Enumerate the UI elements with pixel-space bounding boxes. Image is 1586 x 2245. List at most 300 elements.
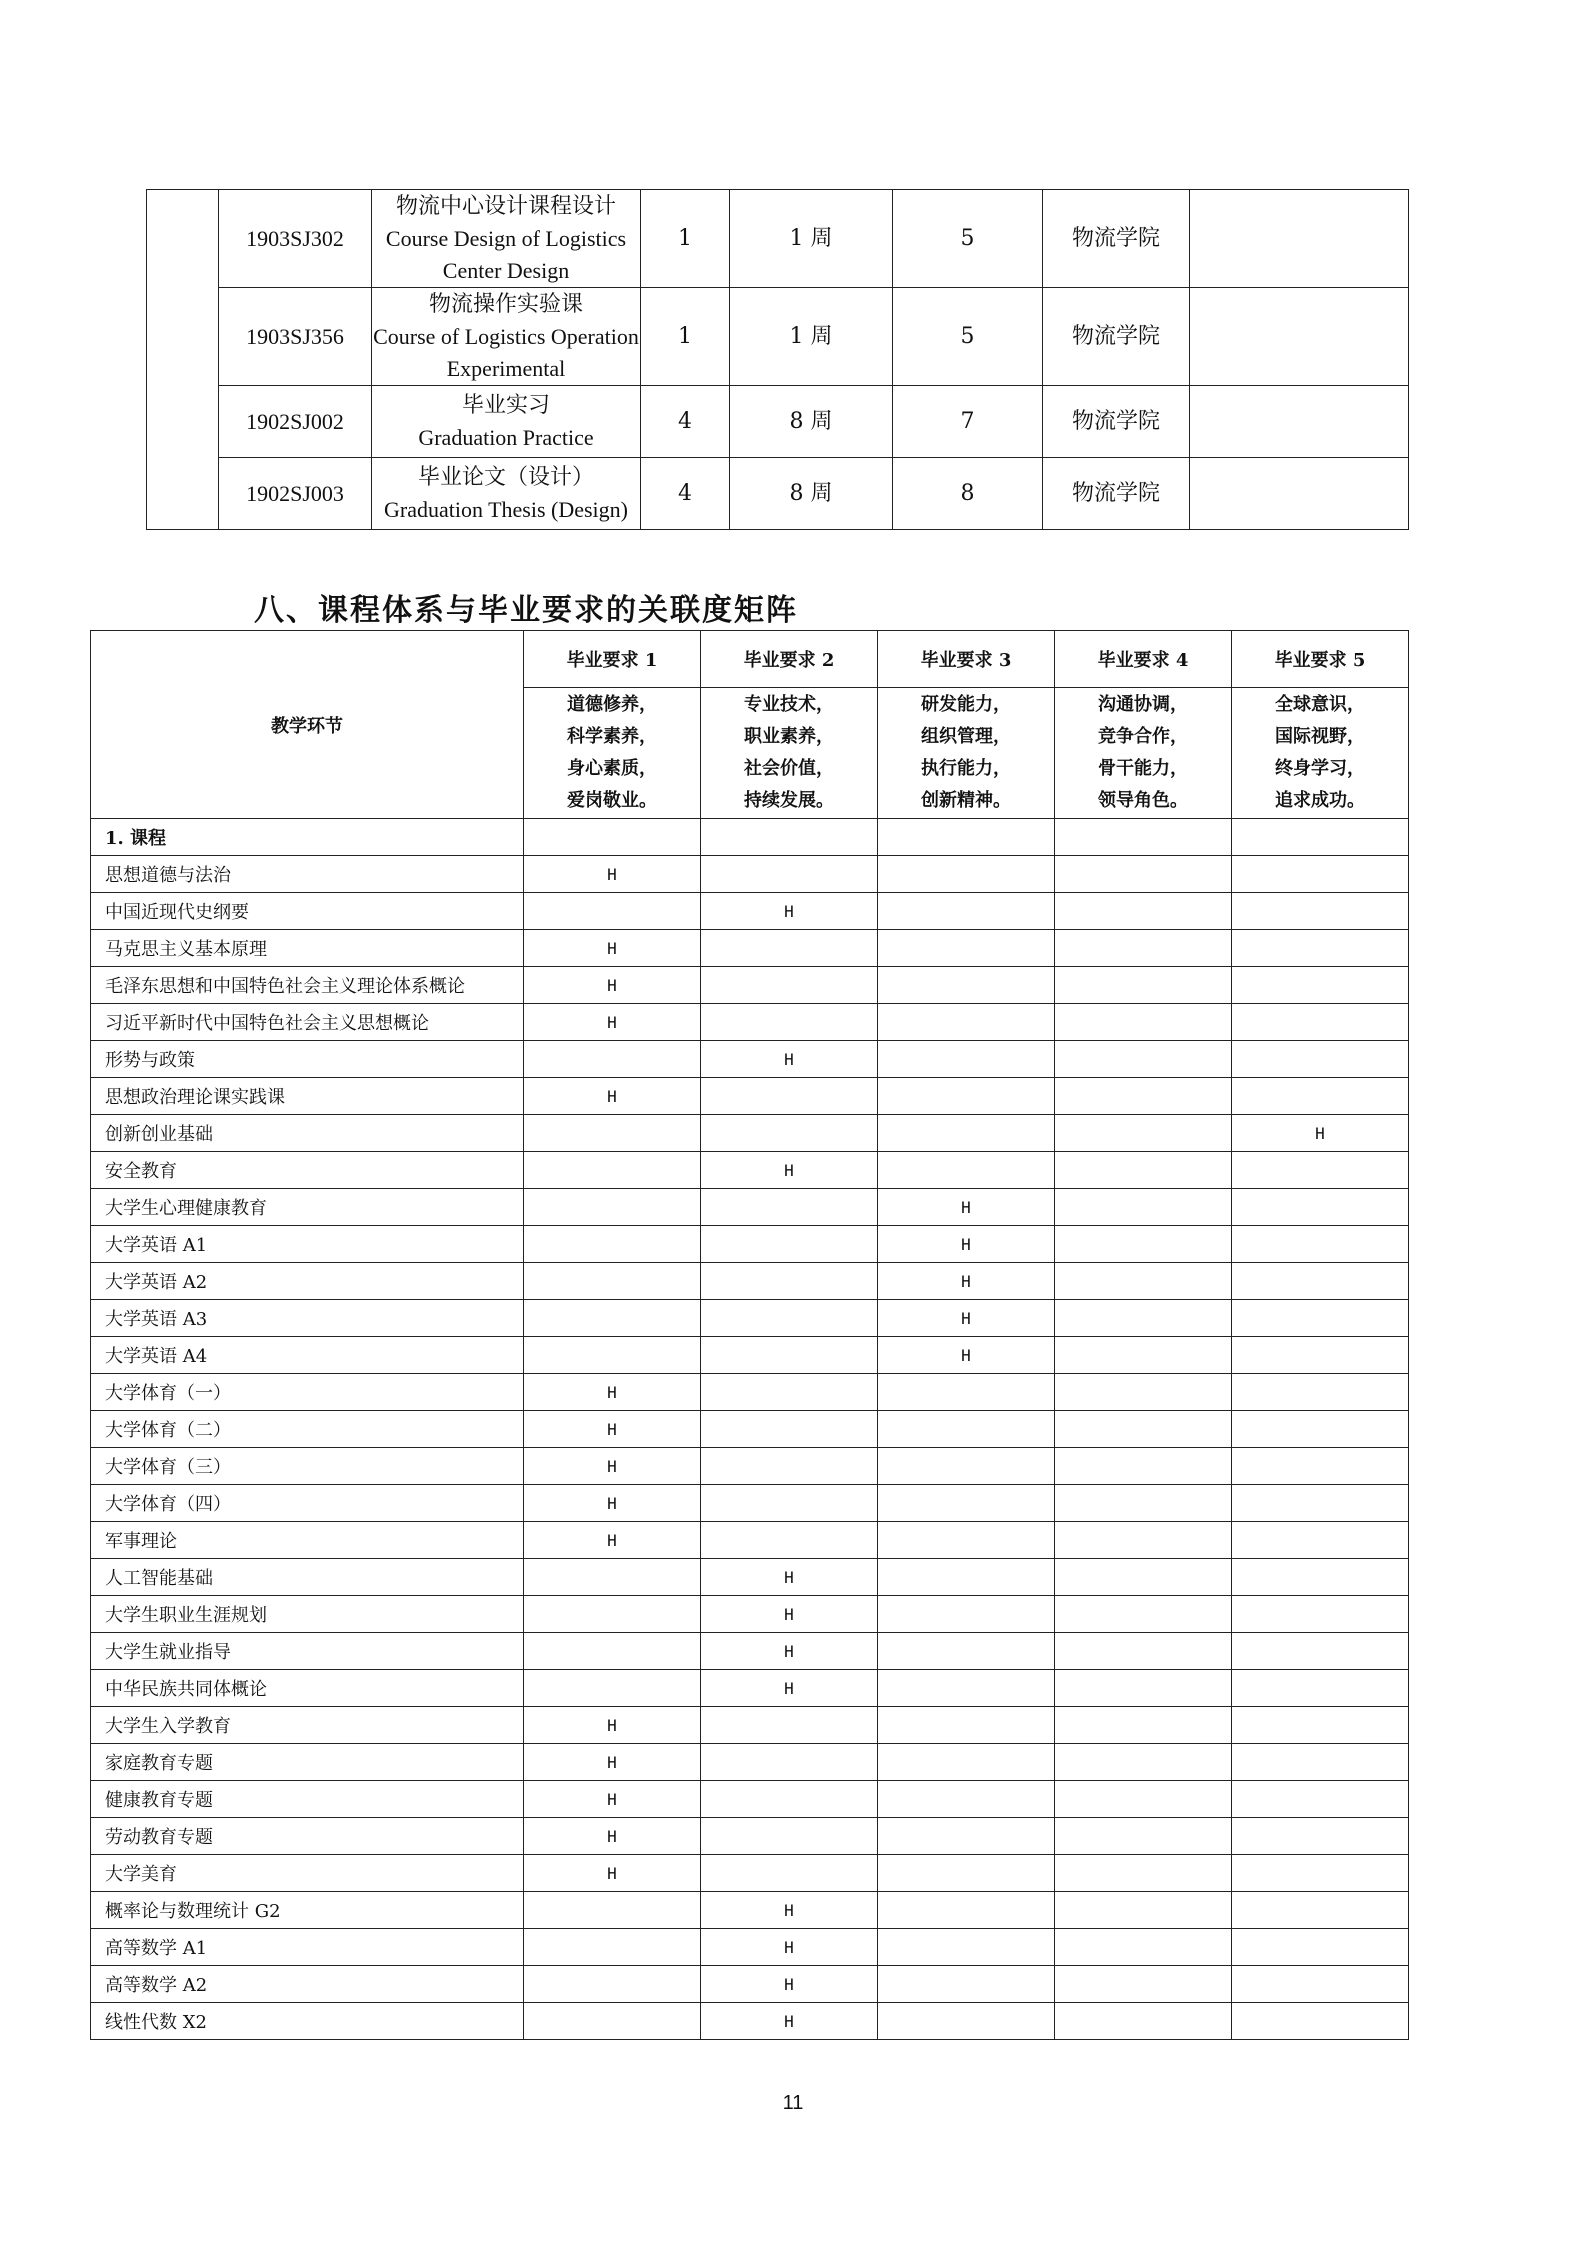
matrix-mark — [1055, 1818, 1232, 1855]
course-name-en: Graduation Thesis (Design) — [384, 496, 628, 522]
matrix-mark — [524, 1596, 701, 1633]
matrix-row — [91, 1855, 1409, 1892]
matrix-course-name: 思想道德与法治 — [91, 856, 524, 893]
matrix-mark — [1232, 1522, 1409, 1559]
matrix-mark — [701, 1078, 878, 1115]
matrix-mark — [878, 1929, 1055, 1966]
matrix-row — [91, 1189, 1409, 1226]
matrix-mark — [701, 1300, 878, 1337]
matrix-mark — [1055, 856, 1232, 893]
matrix-mark — [1055, 1152, 1232, 1189]
matrix-course-name: 形势与政策 — [91, 1041, 524, 1078]
matrix-mark: H — [701, 2003, 878, 2040]
requirement-desc — [878, 688, 1055, 819]
matrix-mark: H — [878, 1226, 1055, 1263]
course-name-en: Graduation Practice — [418, 424, 594, 450]
matrix-course-name: 家庭教育专题 — [91, 1744, 524, 1781]
matrix-course-name: 劳动教育专题 — [91, 1818, 524, 1855]
requirement-desc-line: 研发能力， — [921, 694, 1011, 715]
course-code: 1902SJ003 — [219, 458, 372, 530]
requirement-desc-line: 爱岗敬业。 — [567, 790, 657, 811]
matrix-mark — [524, 1115, 701, 1152]
matrix-mark: H — [524, 856, 701, 893]
matrix-mark — [1055, 1522, 1232, 1559]
requirement-desc-line: 创新精神。 — [921, 790, 1011, 811]
matrix-mark — [878, 1781, 1055, 1818]
matrix-course-name: 大学美育 — [91, 1855, 524, 1892]
matrix-mark: H — [878, 1300, 1055, 1337]
requirement-title: 毕业要求 4 — [1055, 631, 1232, 688]
matrix-mark — [878, 1115, 1055, 1152]
course-name-en: Course Design of Logistics — [385, 225, 627, 251]
category-cell — [147, 190, 219, 530]
course-row — [147, 458, 1409, 530]
requirement-header-row — [91, 631, 1409, 688]
matrix-course-name: 大学生职业生涯规划 — [91, 1596, 524, 1633]
matrix-mark — [1232, 1374, 1409, 1411]
matrix-mark — [701, 1707, 878, 1744]
matrix-mark — [1232, 893, 1409, 930]
matrix-mark: H — [524, 1374, 701, 1411]
matrix-mark — [1232, 856, 1409, 893]
course-credits: 1 — [641, 190, 730, 288]
matrix-cell — [878, 819, 1055, 856]
matrix-mark — [701, 1189, 878, 1226]
matrix-mark — [1232, 930, 1409, 967]
matrix-mark — [701, 1744, 878, 1781]
matrix-row — [91, 1892, 1409, 1929]
requirement-desc-line: 道德修养， — [567, 694, 657, 715]
matrix-mark — [1055, 1633, 1232, 1670]
matrix-mark — [878, 1374, 1055, 1411]
matrix-mark — [524, 1189, 701, 1226]
matrix-mark — [1232, 967, 1409, 1004]
matrix-mark — [1055, 1041, 1232, 1078]
course-name-cn: 毕业实习 — [461, 392, 550, 418]
matrix-mark — [1055, 2003, 1232, 2040]
matrix-mark — [1055, 1078, 1232, 1115]
matrix-mark: H — [878, 1263, 1055, 1300]
matrix-mark — [524, 1929, 701, 1966]
matrix-course-name: 高等数学 A1 — [91, 1929, 524, 1966]
matrix-mark — [878, 930, 1055, 967]
matrix-table — [90, 630, 1409, 2040]
course-college: 物流学院 — [1043, 386, 1190, 458]
requirement-desc — [524, 688, 701, 819]
matrix-mark — [524, 1559, 701, 1596]
matrix-mark — [701, 1485, 878, 1522]
requirement-desc — [701, 688, 878, 819]
matrix-row — [91, 930, 1409, 967]
matrix-mark: H — [701, 1041, 878, 1078]
matrix-mark: H — [524, 1707, 701, 1744]
course-code: 1903SJ302 — [219, 190, 372, 288]
course-credits: 4 — [641, 386, 730, 458]
course-name — [372, 386, 641, 458]
matrix-mark — [701, 1004, 878, 1041]
matrix-mark — [524, 1300, 701, 1337]
matrix-mark: H — [701, 1966, 878, 2003]
matrix-course-name: 大学体育（二） — [91, 1411, 524, 1448]
matrix-mark: H — [1232, 1115, 1409, 1152]
matrix-table-body — [91, 631, 1409, 2040]
course-note — [1190, 288, 1409, 386]
matrix-cell — [1232, 819, 1409, 856]
matrix-course-name: 大学英语 A3 — [91, 1300, 524, 1337]
matrix-mark — [524, 1226, 701, 1263]
matrix-row — [91, 1522, 1409, 1559]
matrix-mark — [701, 1226, 878, 1263]
matrix-mark — [524, 1152, 701, 1189]
matrix-mark — [1232, 1337, 1409, 1374]
matrix-mark — [1055, 1855, 1232, 1892]
matrix-row — [91, 967, 1409, 1004]
matrix-mark: H — [524, 1004, 701, 1041]
matrix-mark — [1232, 1892, 1409, 1929]
matrix-mark — [878, 1818, 1055, 1855]
matrix-mark — [1232, 1855, 1409, 1892]
course-weeks: 1 周 — [730, 288, 893, 386]
matrix-mark — [1232, 1707, 1409, 1744]
course-note — [1190, 190, 1409, 288]
course-name-cn: 物流中心设计课程设计 — [395, 193, 616, 219]
requirement-desc-line: 竞争合作， — [1098, 726, 1188, 747]
matrix-mark: H — [701, 1633, 878, 1670]
requirement-desc-line: 专业技术， — [744, 694, 834, 715]
matrix-mark: H — [701, 1892, 878, 1929]
matrix-mark: H — [701, 1152, 878, 1189]
matrix-mark — [1232, 1559, 1409, 1596]
matrix-mark: H — [524, 1744, 701, 1781]
matrix-row — [91, 1633, 1409, 1670]
matrix-mark — [701, 1448, 878, 1485]
matrix-mark — [1055, 1004, 1232, 1041]
matrix-mark — [878, 1892, 1055, 1929]
matrix-mark — [878, 2003, 1055, 2040]
course-college: 物流学院 — [1043, 190, 1190, 288]
requirement-desc-line: 领导角色。 — [1098, 790, 1188, 811]
requirement-desc-line: 追求成功。 — [1275, 790, 1365, 811]
matrix-mark — [701, 930, 878, 967]
requirement-desc — [1232, 688, 1409, 819]
matrix-mark — [701, 967, 878, 1004]
course-semester: 5 — [893, 288, 1043, 386]
matrix-mark — [1232, 1263, 1409, 1300]
course-name — [372, 458, 641, 530]
matrix-mark — [524, 2003, 701, 2040]
matrix-row — [91, 1041, 1409, 1078]
matrix-course-name: 军事理论 — [91, 1522, 524, 1559]
matrix-mark — [1055, 1411, 1232, 1448]
matrix-mark: H — [524, 967, 701, 1004]
course-code: 1902SJ002 — [219, 386, 372, 458]
matrix-mark: H — [701, 1929, 878, 1966]
matrix-mark — [1055, 1374, 1232, 1411]
matrix-mark — [701, 1818, 878, 1855]
matrix-mark — [1055, 930, 1232, 967]
matrix-mark: H — [701, 1559, 878, 1596]
matrix-mark — [878, 1559, 1055, 1596]
matrix-mark — [1232, 1966, 1409, 2003]
section-label: 1. 课程 — [91, 819, 524, 856]
matrix-mark — [524, 893, 701, 930]
matrix-mark: H — [524, 1818, 701, 1855]
matrix-mark — [524, 1966, 701, 2003]
matrix-mark: H — [524, 1448, 701, 1485]
section-title: 八、课程体系与毕业要求的关联度矩阵 — [254, 593, 798, 628]
matrix-mark — [1055, 1226, 1232, 1263]
matrix-mark — [1055, 1596, 1232, 1633]
matrix-mark — [878, 1448, 1055, 1485]
matrix-course-name: 高等数学 A2 — [91, 1966, 524, 2003]
matrix-row — [91, 893, 1409, 930]
matrix-mark — [1232, 1929, 1409, 1966]
matrix-mark — [878, 1522, 1055, 1559]
matrix-row — [91, 1004, 1409, 1041]
matrix-cell — [1055, 819, 1232, 856]
matrix-row — [91, 1078, 1409, 1115]
matrix-mark — [1055, 1966, 1232, 2003]
matrix-mark — [1055, 1559, 1232, 1596]
course-table — [146, 189, 1409, 530]
matrix-mark — [878, 1152, 1055, 1189]
matrix-mark — [1232, 1041, 1409, 1078]
matrix-course-name: 中国近现代史纲要 — [91, 893, 524, 930]
matrix-mark — [701, 856, 878, 893]
matrix-course-name: 安全教育 — [91, 1152, 524, 1189]
matrix-mark: H — [878, 1337, 1055, 1374]
course-college: 物流学院 — [1043, 458, 1190, 530]
matrix-row — [91, 1929, 1409, 1966]
matrix-mark — [878, 856, 1055, 893]
matrix-row — [91, 1707, 1409, 1744]
requirement-desc-line: 职业素养， — [744, 726, 834, 747]
matrix-mark — [701, 1337, 878, 1374]
matrix-row — [91, 856, 1409, 893]
teaching-link-header: 教学环节 — [91, 631, 524, 819]
matrix-mark — [1055, 1707, 1232, 1744]
matrix-row — [91, 1818, 1409, 1855]
matrix-mark — [524, 1263, 701, 1300]
matrix-mark — [1055, 1263, 1232, 1300]
matrix-mark — [1232, 1818, 1409, 1855]
requirement-desc-line: 执行能力， — [921, 758, 1011, 779]
course-weeks: 1 周 — [730, 190, 893, 288]
matrix-mark — [878, 1855, 1055, 1892]
course-name — [372, 288, 641, 386]
matrix-mark: H — [524, 1078, 701, 1115]
matrix-course-name: 人工智能基础 — [91, 1559, 524, 1596]
requirement-desc-line: 组织管理， — [921, 726, 1011, 747]
course-name-en: Course of Logistics Operation — [373, 323, 639, 349]
matrix-mark — [1232, 1596, 1409, 1633]
course-name-cn: 物流操作实验课 — [428, 291, 583, 317]
section-row — [91, 819, 1409, 856]
matrix-row — [91, 1226, 1409, 1263]
requirement-desc — [1055, 688, 1232, 819]
matrix-course-name: 大学体育（四） — [91, 1485, 524, 1522]
matrix-mark — [1055, 1670, 1232, 1707]
matrix-mark: H — [524, 1411, 701, 1448]
course-college: 物流学院 — [1043, 288, 1190, 386]
matrix-mark — [1055, 1300, 1232, 1337]
course-row — [147, 190, 1409, 288]
course-name — [372, 190, 641, 288]
matrix-mark — [1055, 967, 1232, 1004]
matrix-mark — [524, 1633, 701, 1670]
matrix-mark — [1055, 1929, 1232, 1966]
matrix-row — [91, 2003, 1409, 2040]
course-credits: 4 — [641, 458, 730, 530]
matrix-mark — [878, 1633, 1055, 1670]
matrix-mark — [1232, 1300, 1409, 1337]
matrix-course-name: 马克思主义基本原理 — [91, 930, 524, 967]
matrix-course-name: 习近平新时代中国特色社会主义思想概论 — [91, 1004, 524, 1041]
matrix-mark — [1232, 1189, 1409, 1226]
matrix-mark — [1232, 1448, 1409, 1485]
matrix-mark — [701, 1115, 878, 1152]
matrix-mark — [1055, 1744, 1232, 1781]
matrix-cell — [524, 819, 701, 856]
requirement-desc-line: 科学素养， — [567, 726, 657, 747]
matrix-mark — [1232, 1485, 1409, 1522]
matrix-row — [91, 1966, 1409, 2003]
requirement-desc-line: 社会价值， — [744, 758, 834, 779]
matrix-course-name: 大学英语 A4 — [91, 1337, 524, 1374]
matrix-mark — [701, 1374, 878, 1411]
matrix-mark — [1055, 1781, 1232, 1818]
course-credits: 1 — [641, 288, 730, 386]
requirement-desc-line: 全球意识， — [1275, 694, 1365, 715]
matrix-mark — [1055, 1115, 1232, 1152]
matrix-mark — [1232, 1226, 1409, 1263]
matrix-mark: H — [524, 1781, 701, 1818]
matrix-mark — [878, 893, 1055, 930]
requirement-desc-line: 身心素质， — [567, 758, 657, 779]
matrix-course-name: 毛泽东思想和中国特色社会主义理论体系概论 — [91, 967, 524, 1004]
matrix-mark: H — [524, 1485, 701, 1522]
requirement-desc-line: 骨干能力， — [1098, 758, 1188, 779]
matrix-mark — [878, 1485, 1055, 1522]
matrix-course-name: 概率论与数理统计 G2 — [91, 1892, 524, 1929]
matrix-course-name: 创新创业基础 — [91, 1115, 524, 1152]
matrix-mark — [878, 1041, 1055, 1078]
course-row — [147, 386, 1409, 458]
matrix-mark — [878, 1966, 1055, 2003]
matrix-row — [91, 1337, 1409, 1374]
matrix-row — [91, 1115, 1409, 1152]
requirement-desc-line: 国际视野， — [1275, 726, 1365, 747]
matrix-mark — [878, 1670, 1055, 1707]
requirement-title: 毕业要求 3 — [878, 631, 1055, 688]
matrix-mark — [878, 1744, 1055, 1781]
matrix-mark: H — [701, 1596, 878, 1633]
course-name-en: Center Design — [442, 257, 570, 283]
matrix-row — [91, 1411, 1409, 1448]
matrix-mark — [1055, 893, 1232, 930]
matrix-course-name: 健康教育专题 — [91, 1781, 524, 1818]
page-number: 11 — [782, 2092, 804, 2114]
requirement-title: 毕业要求 2 — [701, 631, 878, 688]
matrix-row — [91, 1670, 1409, 1707]
course-note — [1190, 458, 1409, 530]
course-weeks: 8 周 — [730, 458, 893, 530]
matrix-row — [91, 1300, 1409, 1337]
matrix-mark — [878, 1707, 1055, 1744]
course-name-cn: 毕业论文（设计） — [417, 464, 594, 490]
matrix-mark — [701, 1781, 878, 1818]
matrix-course-name: 大学生就业指导 — [91, 1633, 524, 1670]
matrix-mark — [524, 1670, 701, 1707]
matrix-mark — [878, 967, 1055, 1004]
requirement-desc-line: 持续发展。 — [744, 790, 834, 811]
matrix-mark — [1055, 1337, 1232, 1374]
matrix-mark — [701, 1522, 878, 1559]
matrix-mark — [1232, 2003, 1409, 2040]
matrix-row — [91, 1263, 1409, 1300]
matrix-mark — [878, 1596, 1055, 1633]
matrix-cell — [701, 819, 878, 856]
matrix-row — [91, 1374, 1409, 1411]
matrix-course-name: 大学英语 A1 — [91, 1226, 524, 1263]
matrix-mark: H — [878, 1189, 1055, 1226]
matrix-mark — [1232, 1670, 1409, 1707]
matrix-mark — [701, 1263, 878, 1300]
matrix-mark — [1232, 1781, 1409, 1818]
matrix-mark — [1232, 1078, 1409, 1115]
matrix-course-name: 线性代数 X2 — [91, 2003, 524, 2040]
course-note — [1190, 386, 1409, 458]
matrix-row — [91, 1596, 1409, 1633]
matrix-mark — [701, 1411, 878, 1448]
matrix-mark — [524, 1041, 701, 1078]
requirement-desc-line: 终身学习， — [1275, 758, 1365, 779]
requirement-desc-line: 沟通协调， — [1098, 694, 1188, 715]
matrix-mark — [1232, 1152, 1409, 1189]
matrix-mark: H — [701, 1670, 878, 1707]
course-semester: 7 — [893, 386, 1043, 458]
matrix-mark — [1232, 1004, 1409, 1041]
matrix-course-name: 大学体育（三） — [91, 1448, 524, 1485]
matrix-course-name: 大学生心理健康教育 — [91, 1189, 524, 1226]
matrix-row — [91, 1152, 1409, 1189]
matrix-course-name: 大学体育（一） — [91, 1374, 524, 1411]
matrix-mark: H — [701, 893, 878, 930]
matrix-course-name: 中华民族共同体概论 — [91, 1670, 524, 1707]
matrix-course-name: 大学生入学教育 — [91, 1707, 524, 1744]
matrix-mark — [1232, 1411, 1409, 1448]
course-semester: 8 — [893, 458, 1043, 530]
matrix-mark — [1232, 1633, 1409, 1670]
matrix-mark — [524, 1337, 701, 1374]
matrix-mark: H — [524, 930, 701, 967]
course-row — [147, 288, 1409, 386]
matrix-course-name: 思想政治理论课实践课 — [91, 1078, 524, 1115]
matrix-mark — [1055, 1485, 1232, 1522]
matrix-mark — [524, 1892, 701, 1929]
matrix-mark: H — [524, 1855, 701, 1892]
matrix-mark — [1232, 1744, 1409, 1781]
matrix-course-name: 大学英语 A2 — [91, 1263, 524, 1300]
matrix-row — [91, 1559, 1409, 1596]
requirement-title: 毕业要求 5 — [1232, 631, 1409, 688]
matrix-mark — [1055, 1892, 1232, 1929]
matrix-mark: H — [524, 1522, 701, 1559]
course-code: 1903SJ356 — [219, 288, 372, 386]
matrix-row — [91, 1744, 1409, 1781]
requirement-title: 毕业要求 1 — [524, 631, 701, 688]
course-table-body — [147, 190, 1409, 530]
